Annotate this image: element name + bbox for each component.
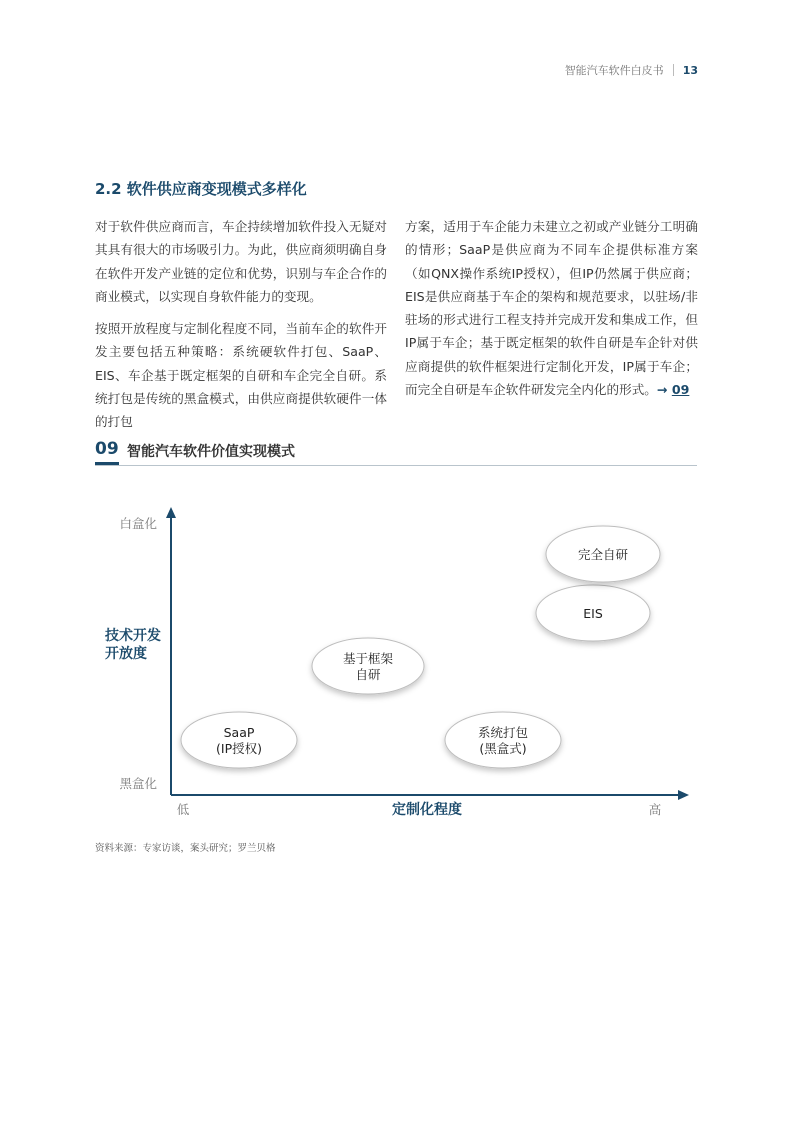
node-label: EIS — [583, 606, 603, 621]
figure-number: 09 — [95, 439, 119, 465]
x-axis-arrow-icon — [678, 790, 689, 800]
node-label: 系统打包 — [477, 725, 529, 740]
section-title: 2.2 软件供应商变现模式多样化 — [95, 180, 307, 198]
node-label: 基于框架 — [342, 651, 394, 666]
figure-title: 智能汽车软件价值实现模式 — [127, 444, 295, 460]
node-label: (黑盒式) — [479, 741, 527, 756]
node-eis — [536, 585, 650, 641]
x-high-label: 高 — [648, 802, 662, 817]
x-low-label: 低 — [176, 802, 190, 817]
node-label: 完全自研 — [577, 547, 629, 562]
y-axis-title-line1: 技术开发 — [105, 628, 161, 644]
page-number: 13 — [682, 63, 698, 77]
node-label: 自研 — [355, 667, 381, 682]
paragraph: 对于软件供应商而言，车企持续增加软件投入无疑对其具有很大的市场吸引力。为此，供应商须明确自身在软件开发产业链的定位和优势，识别与车企合作的商业模式，以实现自身软件能力的变现。 — [95, 219, 387, 304]
header-title: 智能汽车软件白皮书 — [564, 64, 664, 77]
arrow-right-icon: → — [656, 382, 668, 398]
node-label: (IP授权) — [216, 741, 262, 756]
node-full — [546, 526, 660, 582]
node-label: SaaP — [223, 725, 255, 740]
node-saap — [181, 712, 297, 768]
node-framework — [312, 638, 424, 694]
figure-source-note: 资料来源：专家访谈，案头研究；罗兰贝格 — [95, 843, 276, 854]
y-axis-arrow-icon — [166, 507, 176, 518]
y-axis-title-line2: 开放度 — [105, 646, 147, 662]
y-top-label: 白盒化 — [119, 516, 157, 531]
node-package — [445, 712, 561, 768]
paragraph-text: 方案，适用于车企能力未建立之初或产业链分工明确的情形；SaaP是供应商为不同车企提供标准方案（如QNX操作系统IP授权），但IP仍然属于供应商；EIS是供应商基于车企的架构和规范要求，以驻场/非驻场的形式进行工程支持并完成开发和集成工作，但IP属于车企；基于既定框架的软件自研是车企针对供应商提供的软件框架进行定制化开发，IP属于车企；而完全自研是车企软件研发完全内化的形式。 — [405, 219, 698, 398]
x-axis-title: 定制化程度 — [392, 802, 462, 818]
figure-reference-number: 09 — [671, 382, 690, 398]
paragraph: 按照开放程度与定制化程度不同，当前车企的软件开发主要包括五种策略：系统硬软件打包、SaaP、EIS、车企基于既定框架的自研和车企完全自研。系统打包是传统的黑盒模式，由供应商提供软硬件一体的打包 — [95, 321, 387, 430]
y-bottom-label: 黑盒化 — [119, 776, 157, 791]
